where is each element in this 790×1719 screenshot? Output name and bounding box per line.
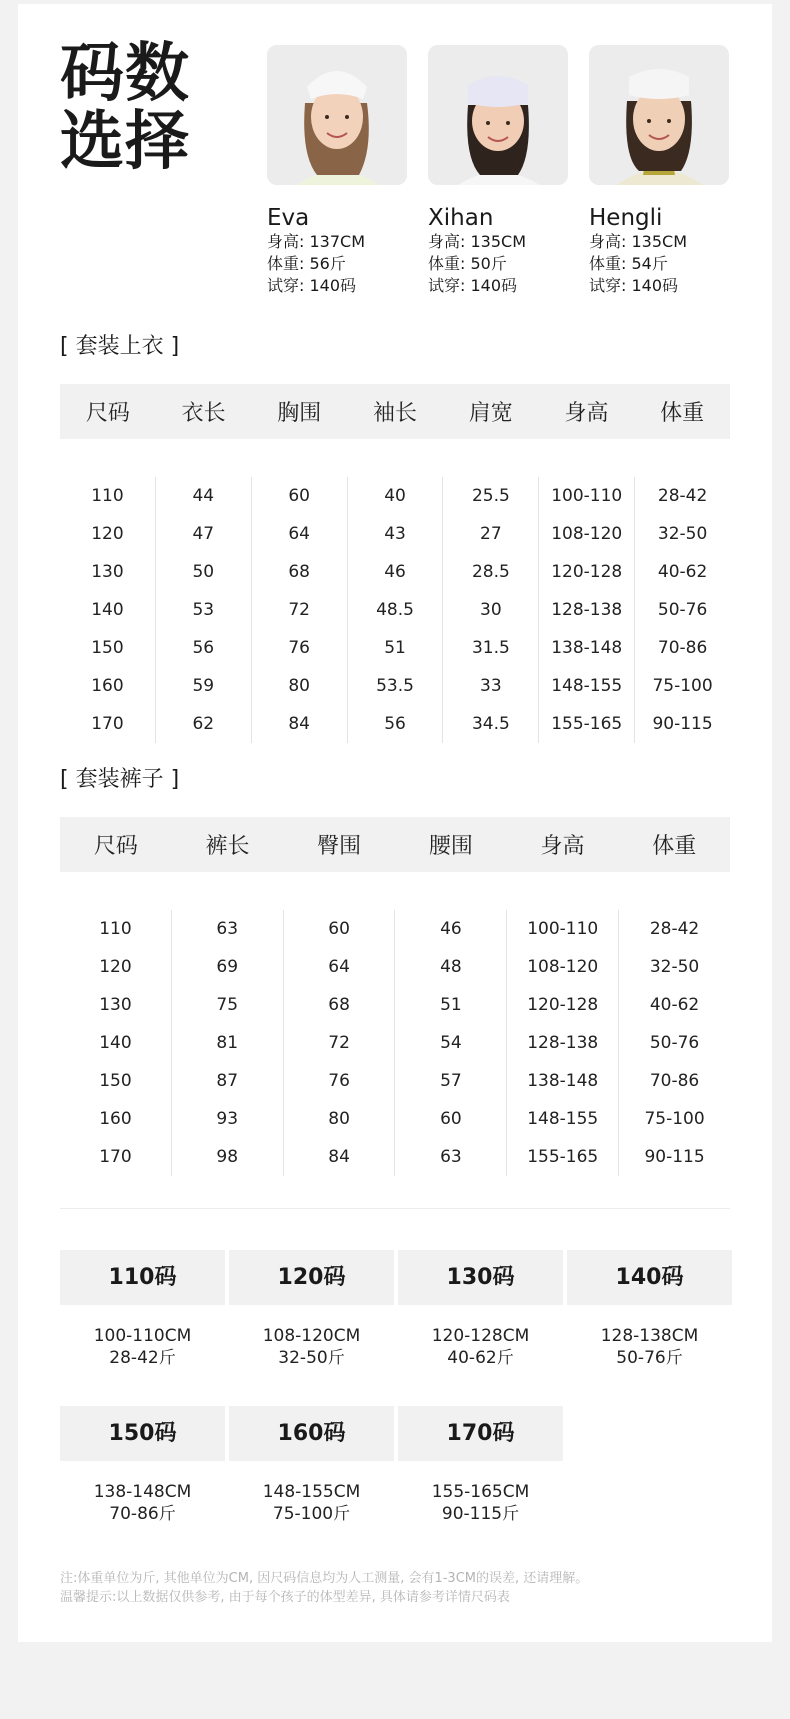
table-cell: 120-128 bbox=[551, 562, 623, 582]
model-photo bbox=[267, 45, 407, 185]
table-cell: 32-50 bbox=[649, 957, 700, 977]
size-height-range: 138-148CM bbox=[93, 1482, 192, 1502]
table-cell: 51 bbox=[384, 638, 406, 658]
table-cell: 56 bbox=[192, 638, 215, 658]
table-cell: 53 bbox=[192, 600, 215, 620]
table-cell: 90-115 bbox=[652, 714, 713, 734]
table-column bbox=[506, 910, 618, 1176]
table-column bbox=[171, 910, 283, 1176]
table-cell: 60 bbox=[328, 919, 350, 939]
column-header: 衣长 bbox=[181, 401, 226, 426]
table-cell: 46 bbox=[384, 562, 406, 582]
table-body bbox=[60, 477, 730, 743]
table-cell: 56 bbox=[384, 714, 406, 734]
table-cell: 54 bbox=[440, 1033, 462, 1053]
model-height: 身高: 137CM bbox=[267, 232, 365, 251]
model-name: Xihan bbox=[428, 205, 494, 231]
table-cell: 27 bbox=[480, 524, 502, 544]
table-cell: 47 bbox=[192, 524, 215, 544]
table-cell: 31.5 bbox=[471, 638, 510, 658]
model-photo bbox=[589, 45, 729, 185]
column-header: 体重 bbox=[652, 834, 697, 859]
table-cell: 40-62 bbox=[657, 562, 708, 582]
size-weight-range: 90-115斤 bbox=[441, 1504, 520, 1524]
table-cell: 75-100 bbox=[652, 676, 713, 696]
table-header-row bbox=[60, 817, 730, 872]
size-guide-item bbox=[398, 1250, 563, 1369]
column-header: 身高 bbox=[540, 834, 585, 859]
size-height-range: 120-128CM bbox=[431, 1326, 530, 1346]
column-header: 尺码 bbox=[93, 834, 138, 859]
model-height: 身高: 135CM bbox=[428, 232, 526, 251]
table-cell: 62 bbox=[192, 714, 215, 734]
title-line-2: 选择 bbox=[60, 105, 190, 179]
table-cell: 80 bbox=[288, 676, 310, 696]
table-cell: 160 bbox=[99, 1109, 132, 1129]
table-column bbox=[347, 477, 443, 743]
model-name: Hengli bbox=[589, 205, 663, 231]
table-column bbox=[618, 910, 730, 1176]
note-line: 温馨提示:以上数据仅供参考, 由于每个孩子的体型差异, 具体请参考详情尺码表 bbox=[60, 1590, 510, 1605]
table-cell: 138-148 bbox=[527, 1071, 599, 1091]
table-cell: 64 bbox=[288, 524, 310, 544]
size-weight-range: 50-76斤 bbox=[616, 1348, 683, 1368]
size-label: 140码 bbox=[567, 1250, 732, 1305]
size-label: 120码 bbox=[229, 1250, 394, 1305]
table-column bbox=[251, 477, 347, 743]
table-cell: 28-42 bbox=[657, 486, 708, 506]
size-label: 160码 bbox=[229, 1406, 394, 1461]
table-cell: 72 bbox=[328, 1033, 350, 1053]
table-cell: 110 bbox=[99, 919, 132, 939]
pants-size-table bbox=[60, 817, 730, 1176]
column-header: 胸围 bbox=[277, 401, 322, 426]
table-cell: 130 bbox=[91, 562, 124, 582]
table-cell: 44 bbox=[192, 486, 215, 506]
table-column bbox=[155, 477, 251, 743]
table-cell: 25.5 bbox=[471, 486, 510, 506]
table-cell: 160 bbox=[91, 676, 124, 696]
model-card-eva bbox=[267, 45, 407, 297]
table-cell: 69 bbox=[216, 957, 239, 977]
table-cell: 140 bbox=[91, 600, 124, 620]
table-cell: 76 bbox=[328, 1071, 350, 1091]
table-cell: 108-120 bbox=[527, 957, 599, 977]
table-cell: 87 bbox=[216, 1071, 239, 1091]
table-cell: 33 bbox=[480, 676, 502, 696]
table-cell: 60 bbox=[440, 1109, 462, 1129]
table-cell: 28-42 bbox=[649, 919, 700, 939]
table-cell: 150 bbox=[91, 638, 124, 658]
table-cell: 59 bbox=[192, 676, 215, 696]
table-cell: 50-76 bbox=[649, 1033, 700, 1053]
table-cell: 63 bbox=[440, 1147, 462, 1167]
table-cell: 32-50 bbox=[657, 524, 708, 544]
table-cell: 46 bbox=[440, 919, 462, 939]
table-cell: 84 bbox=[328, 1147, 350, 1167]
table-cell: 148-155 bbox=[527, 1109, 599, 1129]
table-column bbox=[60, 910, 171, 1176]
top-size-table bbox=[60, 384, 730, 743]
column-header: 臀围 bbox=[317, 834, 362, 859]
table-column bbox=[60, 477, 155, 743]
table-cell: 50-76 bbox=[657, 600, 708, 620]
model-card-hengli bbox=[589, 45, 729, 297]
table-cell: 130 bbox=[99, 995, 132, 1015]
table-column bbox=[442, 477, 538, 743]
table-cell: 40-62 bbox=[649, 995, 700, 1015]
note-line: 注:体重单位为斤, 其他单位为CM, 因尺码信息均为人工测量, 会有1-3CM的误差, 还请理解。 bbox=[60, 1571, 589, 1586]
size-label: 130码 bbox=[398, 1250, 563, 1305]
column-header: 腰围 bbox=[428, 834, 473, 859]
table-cell: 50 bbox=[192, 562, 215, 582]
table-cell: 128-138 bbox=[527, 1033, 599, 1053]
table-cell: 100-110 bbox=[551, 486, 623, 506]
table-cell: 28.5 bbox=[471, 562, 510, 582]
size-height-range: 148-155CM bbox=[262, 1482, 361, 1502]
section-divider bbox=[60, 1208, 730, 1209]
table-cell: 150 bbox=[99, 1071, 132, 1091]
title-line-1: 码数 bbox=[60, 37, 190, 111]
size-weight-range: 32-50斤 bbox=[278, 1348, 345, 1368]
size-guide-item bbox=[229, 1406, 394, 1525]
table-cell: 34.5 bbox=[471, 714, 510, 734]
column-header: 尺码 bbox=[85, 401, 130, 426]
column-header: 体重 bbox=[660, 401, 705, 426]
table-cell: 43 bbox=[384, 524, 406, 544]
table-cell: 140 bbox=[99, 1033, 132, 1053]
model-weight: 体重: 54斤 bbox=[589, 254, 668, 273]
size-guide-item bbox=[398, 1406, 563, 1525]
table-column bbox=[634, 477, 730, 743]
model-card-xihan bbox=[428, 45, 568, 297]
table-cell: 68 bbox=[288, 562, 310, 582]
table-cell: 120 bbox=[91, 524, 124, 544]
size-weight-range: 70-86斤 bbox=[109, 1504, 176, 1524]
table-cell: 76 bbox=[288, 638, 310, 658]
column-header: 裤长 bbox=[205, 834, 250, 859]
size-guide-item bbox=[60, 1250, 225, 1369]
size-guide-item bbox=[567, 1250, 732, 1369]
table-cell: 51 bbox=[440, 995, 462, 1015]
pants-table-title: [ 套装裤子 ] bbox=[60, 767, 180, 792]
table-cell: 81 bbox=[216, 1033, 239, 1053]
size-label: 150码 bbox=[60, 1406, 225, 1461]
size-height-range: 128-138CM bbox=[600, 1326, 699, 1346]
table-cell: 48 bbox=[440, 957, 462, 977]
size-weight-range: 28-42斤 bbox=[109, 1348, 176, 1368]
table-cell: 70-86 bbox=[649, 1071, 700, 1091]
table-cell: 90-115 bbox=[644, 1147, 705, 1167]
table-header-row bbox=[60, 384, 730, 439]
model-name: Eva bbox=[267, 205, 310, 231]
table-cell: 75 bbox=[216, 995, 239, 1015]
table-cell: 30 bbox=[480, 600, 502, 620]
model-tryon-size: 试穿: 140码 bbox=[428, 276, 518, 295]
size-weight-range: 75-100斤 bbox=[272, 1504, 351, 1524]
table-cell: 155-165 bbox=[551, 714, 623, 734]
table-cell: 72 bbox=[288, 600, 310, 620]
table-cell: 93 bbox=[216, 1109, 239, 1129]
table-column bbox=[538, 477, 634, 743]
model-tryon-size: 试穿: 140码 bbox=[589, 276, 679, 295]
model-height: 身高: 135CM bbox=[589, 232, 687, 251]
table-cell: 148-155 bbox=[551, 676, 623, 696]
size-label: 170码 bbox=[398, 1406, 563, 1461]
model-weight: 体重: 50斤 bbox=[428, 254, 507, 273]
table-column bbox=[283, 910, 395, 1176]
size-guide-item bbox=[60, 1406, 225, 1525]
table-cell: 120-128 bbox=[527, 995, 599, 1015]
column-header: 袖长 bbox=[373, 401, 418, 426]
size-height-range: 108-120CM bbox=[262, 1326, 361, 1346]
column-header: 身高 bbox=[564, 401, 609, 426]
table-cell: 68 bbox=[328, 995, 350, 1015]
table-cell: 170 bbox=[91, 714, 124, 734]
table-cell: 170 bbox=[99, 1147, 132, 1167]
size-chart-panel bbox=[18, 4, 772, 1642]
table-cell: 108-120 bbox=[551, 524, 623, 544]
size-label: 110码 bbox=[60, 1250, 225, 1305]
table-cell: 128-138 bbox=[551, 600, 623, 620]
model-tryon-size: 试穿: 140码 bbox=[267, 276, 357, 295]
table-cell: 57 bbox=[440, 1071, 462, 1091]
table-cell: 84 bbox=[288, 714, 310, 734]
size-weight-range: 40-62斤 bbox=[447, 1348, 514, 1368]
model-photo bbox=[428, 45, 568, 185]
table-cell: 100-110 bbox=[527, 919, 599, 939]
page-title bbox=[60, 37, 220, 179]
table-body bbox=[60, 910, 730, 1176]
top-table-title: [ 套装上衣 ] bbox=[60, 334, 180, 359]
table-column bbox=[394, 910, 506, 1176]
table-cell: 53.5 bbox=[376, 676, 414, 696]
table-cell: 155-165 bbox=[527, 1147, 599, 1167]
table-cell: 70-86 bbox=[657, 638, 708, 658]
footnotes bbox=[60, 1569, 588, 1607]
table-cell: 98 bbox=[216, 1147, 239, 1167]
size-guide-item bbox=[229, 1250, 394, 1369]
size-height-range: 155-165CM bbox=[431, 1482, 530, 1502]
table-cell: 120 bbox=[99, 957, 132, 977]
table-cell: 48.5 bbox=[376, 600, 414, 620]
table-cell: 75-100 bbox=[644, 1109, 705, 1129]
column-header: 肩宽 bbox=[468, 401, 513, 426]
table-cell: 64 bbox=[328, 957, 350, 977]
table-cell: 63 bbox=[216, 919, 239, 939]
table-cell: 110 bbox=[91, 486, 124, 506]
size-height-range: 100-110CM bbox=[93, 1326, 192, 1346]
table-cell: 40 bbox=[384, 486, 406, 506]
table-cell: 60 bbox=[288, 486, 310, 506]
table-cell: 138-148 bbox=[551, 638, 623, 658]
table-cell: 80 bbox=[328, 1109, 350, 1129]
model-weight: 体重: 56斤 bbox=[267, 254, 346, 273]
